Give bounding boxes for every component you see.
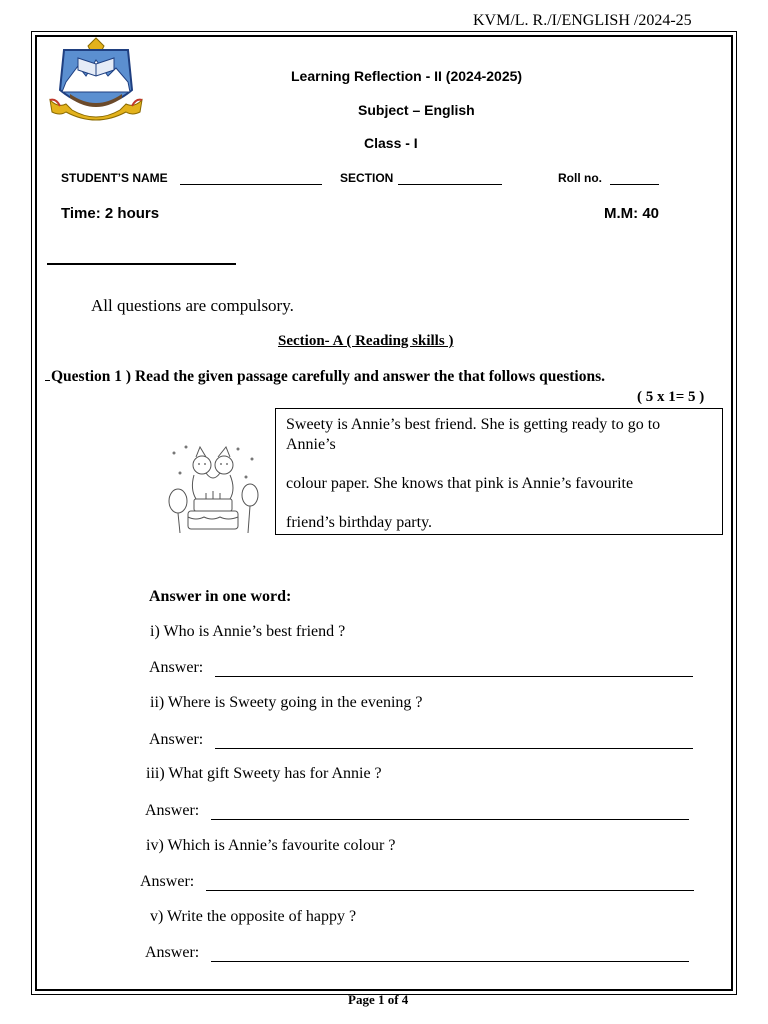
- document-code: KVM/L. R./I/ENGLISH /2024-25: [473, 12, 692, 29]
- subject-line: Subject – English: [358, 102, 475, 118]
- max-marks: M.M: 40: [604, 205, 660, 222]
- answer-label: Answer:: [145, 802, 200, 819]
- student-name-blank[interactable]: [180, 184, 322, 185]
- page-number: Page 1 of 4: [348, 992, 409, 1007]
- answer-label: Answer:: [145, 944, 200, 961]
- question-iv: iv) Which is Annie’s favourite colour ?: [146, 837, 396, 854]
- passage-line-4: friend’s birthday party.: [286, 514, 433, 531]
- question-i: i) Who is Annie’s best friend ?: [150, 623, 346, 640]
- section-label: SECTION: [340, 171, 394, 185]
- birthday-cake-illustration: [166, 443, 260, 535]
- time-allowed: Time: 2 hours: [61, 205, 160, 222]
- answer-blank-i[interactable]: [215, 676, 693, 677]
- answer-blank-ii[interactable]: [215, 748, 693, 749]
- question-1-text: Question 1 ) Read the given passage carefully and answer the that follows questions.: [51, 368, 606, 385]
- question-ii: ii) Where is Sweety going in the evening ?: [150, 694, 423, 711]
- passage-line-2: Annie’s: [286, 436, 336, 453]
- answer-label: Answer:: [149, 731, 204, 748]
- question-iii: iii) What gift Sweety has for Annie ?: [146, 765, 382, 782]
- answer-blank-iii[interactable]: [211, 819, 689, 820]
- instruction-text: All questions are compulsory.: [91, 296, 294, 315]
- answer-heading: Answer in one word:: [149, 588, 292, 605]
- passage-line-3: colour paper. She knows that pink is Annie’s favourite: [286, 475, 634, 492]
- answer-label: Answer:: [140, 873, 195, 890]
- school-crest-logo: [48, 36, 144, 124]
- separator-line: [47, 263, 236, 265]
- passage-line-1: Sweety is Annie’s best friend. She is getting ready to go to: [286, 416, 661, 433]
- answer-label: Answer:: [149, 659, 204, 676]
- exam-title: Learning Reflection - II (2024-2025): [291, 68, 523, 84]
- reading-passage-box: [275, 408, 723, 535]
- answer-blank-iv[interactable]: [206, 890, 694, 891]
- answer-blank-v[interactable]: [211, 961, 689, 962]
- class-line: Class - I: [364, 135, 418, 151]
- question-1-marks: ( 5 x 1= 5 ): [637, 389, 705, 405]
- section-a-heading: Section- A ( Reading skills ): [278, 333, 454, 349]
- section-blank[interactable]: [398, 184, 502, 185]
- roll-no-label: Roll no.: [558, 171, 602, 185]
- question-marker: [45, 369, 50, 386]
- roll-no-blank[interactable]: [610, 184, 659, 185]
- question-v: v) Write the opposite of happy ?: [150, 908, 357, 925]
- student-name-label: STUDENT’S NAME: [61, 171, 168, 185]
